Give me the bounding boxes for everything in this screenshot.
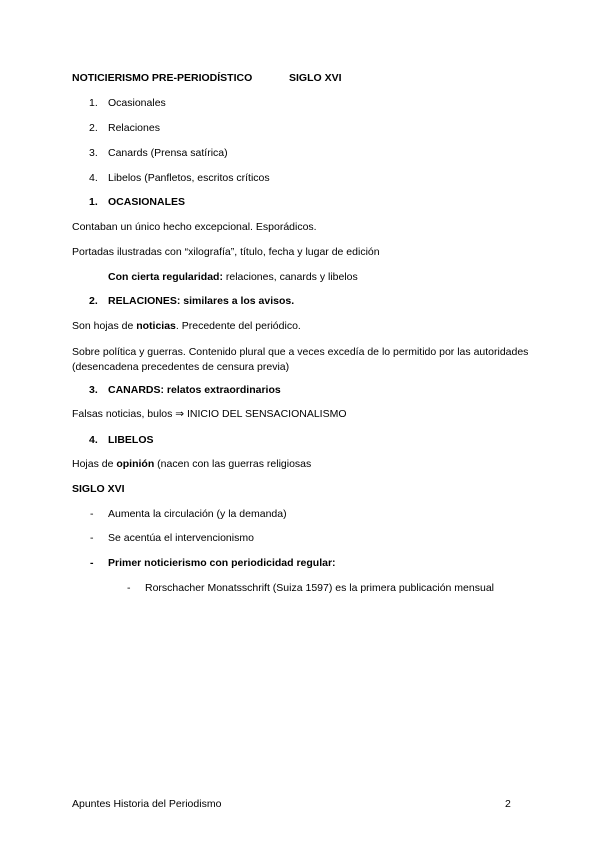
list-label: Libelos (Panfletos, escritos críticos xyxy=(108,172,270,184)
dash-bullet: - xyxy=(90,532,94,544)
section-number: 3. xyxy=(89,384,98,396)
paragraph: Contaban un único hecho excepcional. Esporádicos. xyxy=(72,221,317,233)
dash-item-text: Se acentúa el intervencionismo xyxy=(108,532,254,544)
section-number: 2. xyxy=(89,295,98,307)
sub-dash-list-item xyxy=(127,582,494,594)
dash-item-text: Primer noticierismo con periodicidad regular: xyxy=(108,557,336,569)
regularity-bold: Con cierta regularidad: xyxy=(108,271,223,283)
list-item xyxy=(89,122,160,134)
text-run: (nacen con las guerras religiosas xyxy=(154,458,312,470)
bold-run: noticias xyxy=(136,320,176,332)
section-title: CANARDS: relatos extraordinarios xyxy=(108,384,281,396)
dash-bullet: - xyxy=(127,582,131,594)
dash-list-item xyxy=(90,557,336,569)
text-run: Hojas de xyxy=(72,458,117,470)
dash-list-item xyxy=(90,532,254,544)
dash-list-item xyxy=(90,508,287,520)
paragraph: Sobre política y guerras. Contenido plural que a veces excedía de lo permitido por las autoridades (desencadena precedentes de censura previa) xyxy=(72,346,529,373)
section-title: LIBELOS xyxy=(108,434,154,446)
section-title: RELACIONES: similares a los avisos. xyxy=(108,295,295,307)
section-heading-relaciones xyxy=(89,295,294,307)
list-item xyxy=(89,147,228,159)
list-label: Canards (Prensa satírica) xyxy=(108,147,228,159)
list-item xyxy=(89,172,270,184)
dash-bullet: - xyxy=(90,557,94,569)
list-label: Relaciones xyxy=(108,122,160,134)
section-number: 4. xyxy=(89,434,98,446)
paragraph xyxy=(72,458,311,470)
list-item xyxy=(89,97,166,109)
bold-run: opinión xyxy=(116,458,155,470)
section-title: OCASIONALES xyxy=(108,196,186,208)
dash-bullet: - xyxy=(90,508,94,520)
footer-title: Apuntes Historia del Periodismo xyxy=(72,798,222,810)
list-label: Ocasionales xyxy=(108,97,166,109)
siglo-xvi-heading: SIGLO XVI xyxy=(72,483,125,495)
page-heading xyxy=(72,72,342,84)
dash-item-text: Aumenta la circulación (y la demanda) xyxy=(108,508,287,520)
paragraph xyxy=(72,320,301,332)
list-number: 1. xyxy=(89,97,98,109)
list-number: 4. xyxy=(89,172,98,184)
regularity-line xyxy=(108,271,358,283)
page-number: 2 xyxy=(505,798,511,810)
heading-siglo: SIGLO XVI xyxy=(289,72,342,84)
paragraph: Falsas noticias, bulos ⇒ INICIO DEL SENSACIONALISMO xyxy=(72,408,347,420)
section-heading-ocasionales xyxy=(89,196,185,208)
text-run: . Precedente del periódico. xyxy=(175,320,301,332)
text-run: Son hojas de xyxy=(72,320,137,332)
list-number: 2. xyxy=(89,122,98,134)
regularity-rest: relaciones, canards y libelos xyxy=(222,271,358,283)
section-heading-libelos xyxy=(89,434,154,446)
list-number: 3. xyxy=(89,147,98,159)
paragraph: Portadas ilustradas con “xilografía”, título, fecha y lugar de edición xyxy=(72,246,380,258)
heading-title: NOTICIERISMO PRE-PERIODÍSTICO xyxy=(72,72,253,84)
section-heading-canards xyxy=(89,384,281,396)
section-number: 1. xyxy=(89,196,98,208)
sub-item-text: Rorschacher Monatsschrift (Suiza 1597) es la primera publicación mensual xyxy=(145,582,494,594)
